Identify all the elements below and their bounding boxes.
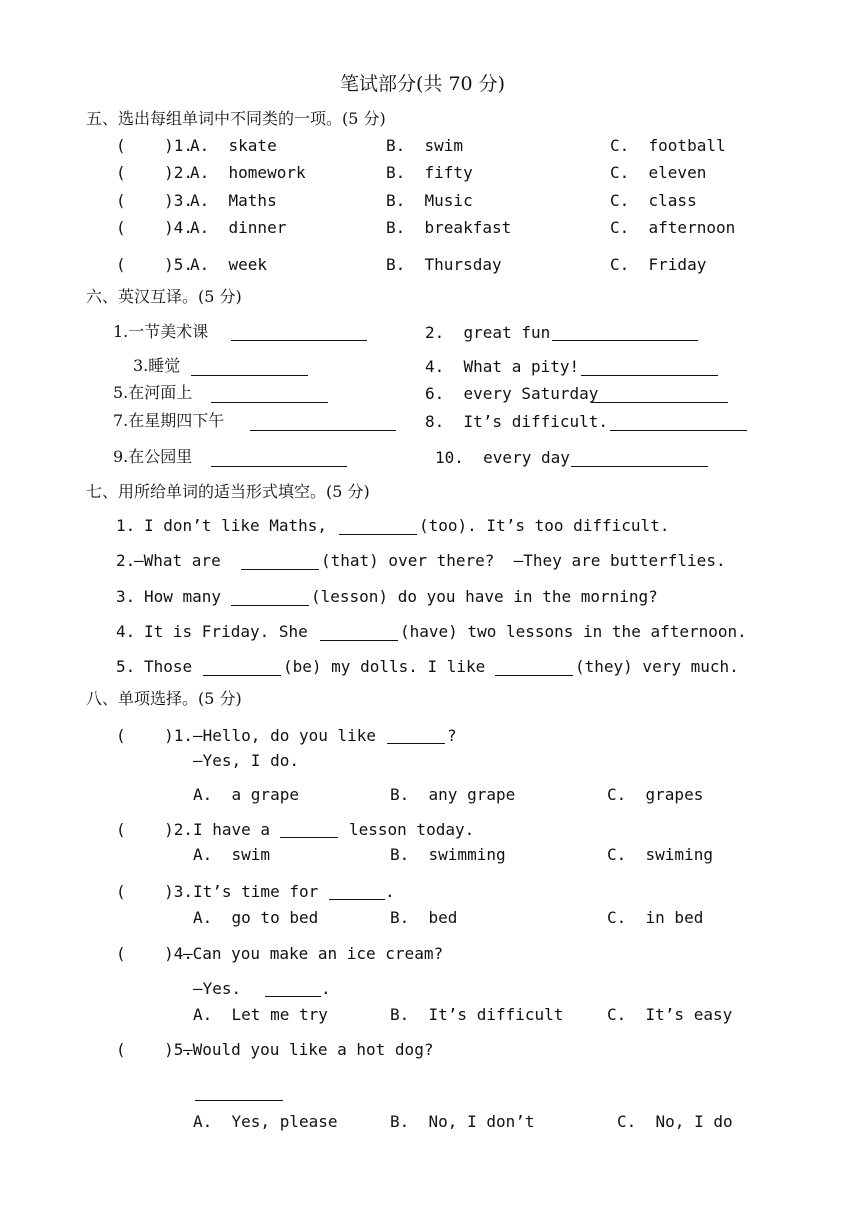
option-c: C. football	[610, 136, 726, 155]
answer-paren: ( )2.	[116, 163, 194, 182]
option-c: C. swiming	[607, 845, 713, 864]
question-text: —Would you like a hot dog?	[183, 1040, 434, 1059]
section-8-heading: 八、单项选择。(5 分)	[86, 689, 242, 708]
option-c: C. grapes	[607, 785, 704, 804]
answer-blank	[571, 466, 708, 467]
answer-blank	[203, 675, 281, 676]
answer-blank	[552, 340, 698, 341]
question-text: It’s time for	[193, 882, 319, 901]
option-b: B. swimming	[390, 845, 506, 864]
translation-item-1: 1.一节美术课	[113, 322, 209, 341]
answer-paren: ( )3.	[116, 191, 194, 210]
question-text: (lesson) do you have in the morning?	[311, 587, 658, 606]
question-text: I don’t like Maths,	[144, 516, 328, 535]
answer-blank	[591, 402, 728, 403]
answer-blank	[191, 375, 308, 376]
answer-blank	[211, 466, 347, 467]
answer-paren: ( )3.	[116, 882, 194, 901]
translation-item-9: 9.在公园里	[113, 447, 193, 466]
question-text: —What are	[134, 551, 221, 570]
translation-item-6: 6. every Saturday	[425, 384, 599, 403]
option-b: B. breakfast	[386, 218, 512, 237]
question-text: I have a	[193, 820, 271, 839]
question-number: 5.	[116, 657, 136, 676]
question-number: 3.	[116, 587, 136, 606]
answer-blank	[339, 534, 417, 535]
option-a: A. homework	[190, 163, 306, 182]
answer-paren: ( )4.	[116, 944, 194, 963]
question-text: (have) two lessons in the afternoon.	[400, 622, 747, 641]
answer-blank	[610, 430, 747, 431]
question-text: .	[385, 882, 395, 901]
option-c: C. afternoon	[610, 218, 736, 237]
option-c: C. class	[610, 191, 697, 210]
option-a: A. swim	[193, 845, 271, 864]
section-6-heading: 六、英汉互译。(5 分)	[86, 287, 242, 306]
answer-blank	[231, 340, 367, 341]
page-title: 笔试部分(共 70 分)	[340, 73, 506, 95]
section-7-heading: 七、用所给单词的适当形式填空。(5 分)	[86, 482, 370, 501]
answer-blank	[211, 402, 328, 403]
translation-item-7: 7.在星期四下午	[113, 411, 225, 430]
answer-paren: ( )2.	[116, 820, 194, 839]
option-b: B. swim	[386, 136, 464, 155]
option-c: C. Friday	[610, 255, 707, 274]
translation-item-2: 2. great fun	[425, 323, 551, 342]
question-number: 1.	[116, 516, 136, 535]
question-text: Those	[144, 657, 193, 676]
question-number: 2.	[116, 551, 136, 570]
answer-blank	[195, 1100, 283, 1101]
option-a: A. Yes, please	[193, 1112, 338, 1131]
answer-paren: ( )5.	[116, 255, 194, 274]
option-b: B. No, I don’t	[390, 1112, 535, 1131]
option-a: A. a grape	[193, 785, 299, 804]
translation-item-8: 8. It’s difficult.	[425, 412, 609, 431]
option-c: C. No, I do	[617, 1112, 733, 1131]
translation-item-3: 3.睡觉	[133, 356, 181, 375]
answer-blank	[280, 837, 338, 838]
question-text: (too). It’s too difficult.	[419, 516, 670, 535]
question-text: —Hello, do you like	[193, 726, 377, 745]
answer-paren: ( )4.	[116, 218, 194, 237]
answer-paren: ( )1.	[116, 726, 194, 745]
question-mark: ?	[447, 726, 457, 745]
option-a: A. week	[190, 255, 268, 274]
answer-paren: ( )5.	[116, 1040, 194, 1059]
section-5-heading: 五、选出每组单词中不同类的一项。(5 分)	[86, 109, 386, 128]
question-text: lesson today.	[349, 820, 475, 839]
translation-item-5: 5.在河面上	[113, 383, 193, 402]
option-a: A. dinner	[190, 218, 287, 237]
question-text: (that) over there? —They are butterflies.	[321, 551, 726, 570]
option-b: B. Music	[386, 191, 473, 210]
answer-blank	[231, 605, 309, 606]
reply-end: .	[321, 979, 331, 998]
option-a: A. Let me try	[193, 1005, 328, 1024]
option-b: B. It’s difficult	[390, 1005, 564, 1024]
option-b: B. bed	[390, 908, 458, 927]
option-b: B. fifty	[386, 163, 473, 182]
option-c: C. in bed	[607, 908, 704, 927]
option-a: A. skate	[190, 136, 277, 155]
translation-item-10: 10. every day	[435, 448, 570, 467]
question-text: How many	[144, 587, 222, 606]
option-c: C. eleven	[610, 163, 707, 182]
answer-blank	[241, 569, 319, 570]
option-a: A. go to bed	[193, 908, 319, 927]
question-text: (be) my dolls. I like	[283, 657, 486, 676]
reply-text: —Yes, I do.	[193, 751, 299, 770]
option-b: B. any grape	[390, 785, 516, 804]
answer-blank	[320, 640, 398, 641]
option-b: B. Thursday	[386, 255, 502, 274]
answer-blank	[250, 430, 396, 431]
option-a: A. Maths	[190, 191, 277, 210]
answer-blank	[265, 996, 321, 997]
reply-text: —Yes.	[193, 979, 242, 998]
answer-paren: ( )1.	[116, 136, 194, 155]
answer-blank	[329, 899, 385, 900]
answer-blank	[581, 375, 718, 376]
question-text: (they) very much.	[575, 657, 739, 676]
option-c: C. It’s easy	[607, 1005, 733, 1024]
question-number: 4.	[116, 622, 136, 641]
translation-item-4: 4. What a pity!	[425, 357, 580, 376]
answer-blank	[495, 675, 573, 676]
answer-blank	[387, 743, 445, 744]
question-text: —Can you make an ice cream?	[183, 944, 444, 963]
question-text: It is Friday. She	[144, 622, 308, 641]
